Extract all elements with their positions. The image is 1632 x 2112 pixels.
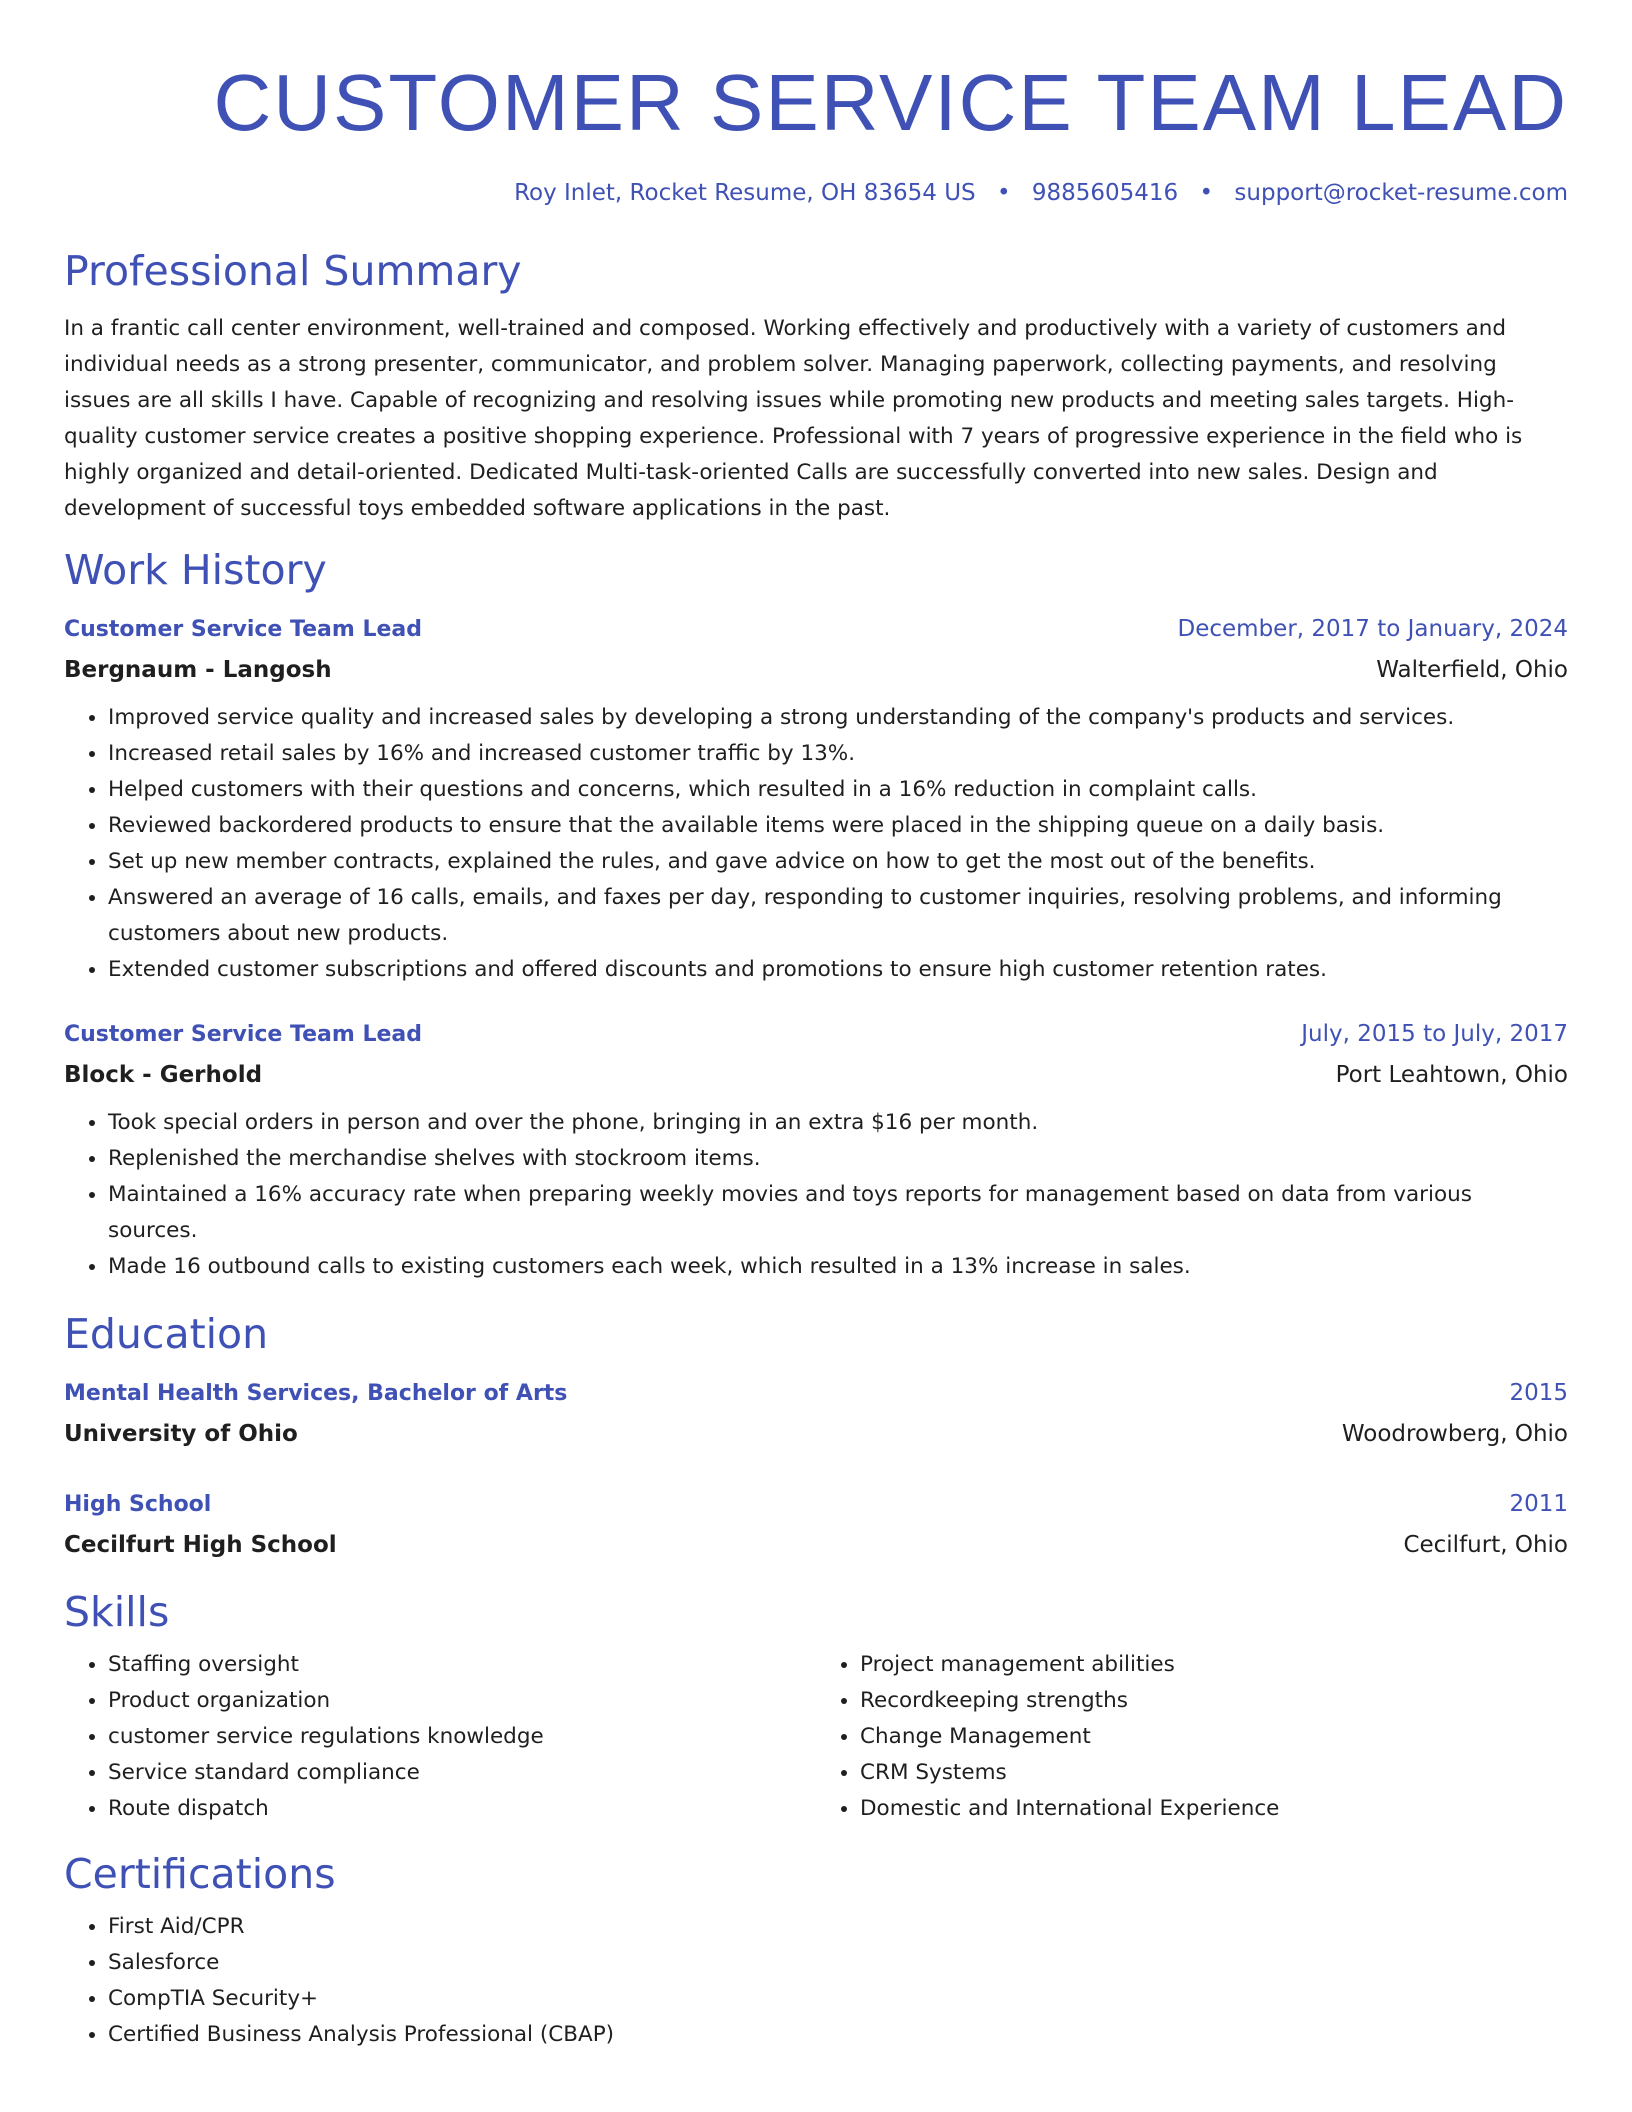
certification-item: • First Aid/CPR xyxy=(108,1909,1568,1945)
skill-item: • Project management abilities xyxy=(860,1647,1568,1683)
work-history-heading: Work History xyxy=(64,546,327,594)
job-bullet: • Took special orders in person and over the phone, bringing in an extra $16 per month. xyxy=(108,1105,1568,1141)
education-school-row xyxy=(64,1525,1568,1565)
education-location: Woodrowberg, Ohio xyxy=(1341,1421,1568,1447)
job-bullet: • Increased retail sales by 16% and increased customer traffic by 13%. xyxy=(108,736,1568,772)
job-entry xyxy=(64,1014,1568,1285)
job-bullet: • Helped customers with their questions and concerns, which resulted in a 16% reduction in complaint calls. xyxy=(108,772,1568,808)
contact-address: Roy Inlet, Rocket Resume, OH 83654 US xyxy=(514,180,976,206)
education-degree: Mental Health Services, Bachelor of Arts xyxy=(64,1381,568,1406)
summary-text: In a frantic call center environment, well-trained and composed. Working effectively and productively with a variety of customers and individual needs as a strong presenter, communicator, and problem solver. Managing paperwork, collecting payments, and resolving issues are all skills I have. Capable of recognizing and resolving issues while promoting new products and meeting sales targets. High-quality customer service creates a positive shopping experience. Professional with 7 years of progressive experience in the field who is highly organized and detail-oriented. Dedicated Multi-task-oriented Calls are successfully converted into new sales. Design and development of successful toys embedded software applications in the past. xyxy=(64,316,1523,521)
job-org-row xyxy=(64,1055,1568,1095)
job-role: Customer Service Team Lead xyxy=(64,1022,422,1047)
contact-line xyxy=(64,178,1568,208)
summary-heading: Professional Summary xyxy=(64,247,522,295)
certifications-heading: Certifications xyxy=(64,1850,336,1898)
certifications-list xyxy=(64,1909,1568,2053)
job-location: Port Leahtown, Ohio xyxy=(1335,1062,1568,1088)
certification-item: • Salesforce xyxy=(108,1945,1568,1981)
education-year: 2015 xyxy=(1509,1380,1568,1406)
certification-item: • Certified Business Analysis Professional (CBAP) xyxy=(108,2017,1568,2053)
job-company: Block - Gerhold xyxy=(64,1062,263,1088)
job-bullet: • Set up new member contracts, explained the rules, and gave advice on how to get the most out of the benefits. xyxy=(108,844,1568,880)
education-entry xyxy=(64,1373,1568,1454)
skill-item: • Staffing oversight xyxy=(108,1647,816,1683)
job-org-row xyxy=(64,650,1568,690)
education-school: Cecilfurt High School xyxy=(64,1532,337,1558)
skill-item: • customer service regulations knowledge xyxy=(108,1719,816,1755)
contact-phone: 9885605416 xyxy=(1031,180,1179,206)
job-bullet: • Replenished the merchandise shelves with stockroom items. xyxy=(108,1141,1568,1177)
skill-item: • Product organization xyxy=(108,1683,816,1719)
skills-heading: Skills xyxy=(64,1588,170,1636)
job-header-row xyxy=(64,1014,1568,1055)
skills-list-right xyxy=(816,1647,1568,1827)
contact-email: support@rocket-resume.com xyxy=(1234,180,1568,206)
job-header-row xyxy=(64,609,1568,650)
job-role: Customer Service Team Lead xyxy=(64,617,422,642)
job-dates: July, 2015 to July, 2017 xyxy=(1301,1021,1568,1047)
skills-list-left xyxy=(64,1647,816,1827)
job-bullet: • Made 16 outbound calls to existing customers each week, which resulted in a 13% increase in sales. xyxy=(108,1249,1568,1285)
job-bullet: • Improved service quality and increased sales by developing a strong understanding of the company's products and services. xyxy=(108,700,1568,736)
skill-item: • Service standard compliance xyxy=(108,1755,816,1791)
education-location: Cecilfurt, Ohio xyxy=(1403,1532,1568,1558)
education-header-row xyxy=(64,1484,1568,1525)
skill-item: • Domestic and International Experience xyxy=(860,1791,1568,1827)
resume-title: CUSTOMER SERVICE TEAM LEAD xyxy=(213,58,1568,147)
certification-item: • CompTIA Security+ xyxy=(108,1981,1568,2017)
job-bullet: • Extended customer subscriptions and offered discounts and promotions to ensure high customer retention rates. xyxy=(108,952,1568,988)
education-header-row xyxy=(64,1373,1568,1414)
job-dates: December, 2017 to January, 2024 xyxy=(1177,616,1568,642)
contact-separator: • xyxy=(1199,180,1214,206)
job-bullet: • Reviewed backordered products to ensure that the available items were placed in the shipping queue on a daily basis. xyxy=(108,808,1568,844)
education-school: University of Ohio xyxy=(64,1421,298,1447)
contact-separator: • xyxy=(996,180,1011,206)
skill-item: • Recordkeeping strengths xyxy=(860,1683,1568,1719)
education-school-row xyxy=(64,1414,1568,1454)
education-year: 2011 xyxy=(1509,1491,1568,1517)
job-bullets xyxy=(64,700,1568,988)
education-degree: High School xyxy=(64,1492,212,1517)
job-location: Walterfield, Ohio xyxy=(1376,657,1568,683)
job-bullet: • Answered an average of 16 calls, emails, and faxes per day, responding to customer inquiries, resolving problems, and informing customers about new products. xyxy=(108,880,1568,952)
job-bullets xyxy=(64,1105,1568,1285)
skill-item: • Change Management xyxy=(860,1719,1568,1755)
education-entry xyxy=(64,1484,1568,1565)
job-entry xyxy=(64,609,1568,988)
skill-item: • CRM Systems xyxy=(860,1755,1568,1791)
job-company: Bergnaum - Langosh xyxy=(64,657,332,683)
education-heading: Education xyxy=(64,1310,269,1358)
skill-item: • Route dispatch xyxy=(108,1791,816,1827)
skills-columns xyxy=(64,1647,1568,1827)
job-bullet: • Maintained a 16% accuracy rate when preparing weekly movies and toys reports for management based on data from various sources. xyxy=(108,1177,1568,1249)
